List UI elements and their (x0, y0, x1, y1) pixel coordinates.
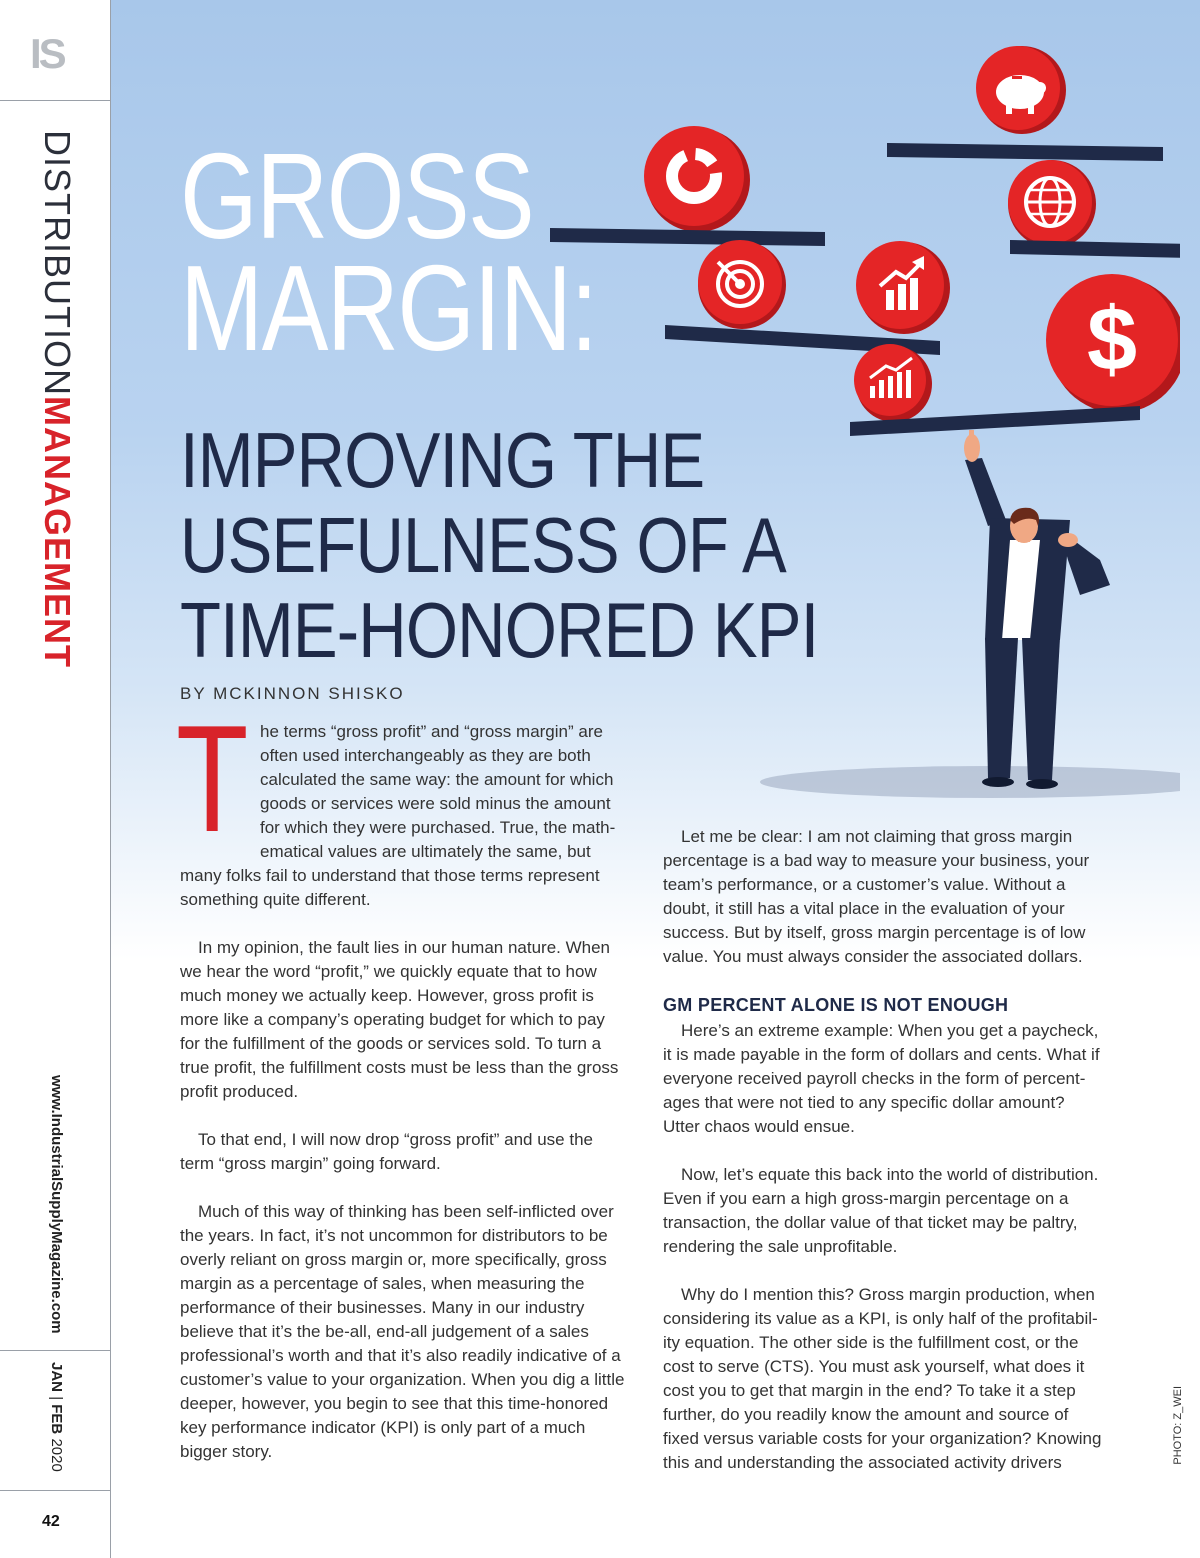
floor-shadow (760, 766, 1180, 798)
headline-line-1: GROSS (180, 128, 534, 264)
beam-right-middle (1010, 240, 1180, 258)
issue-month-1: JAN (48, 1362, 65, 1393)
headline-sub-3: TIME-HONORED KPI (180, 586, 819, 674)
dollar-symbol: $ (1086, 290, 1138, 390)
paragraph (176, 694, 625, 912)
headline-sub (180, 418, 818, 673)
website-url[interactable]: www.IndustrialSupplyMagazine.com (48, 1075, 65, 1334)
subheading: GM PERCENT ALONE IS NOT ENOUGH (663, 995, 1009, 1015)
sidebar (0, 0, 111, 1558)
headline-sub-1: IMPROVING THE (180, 416, 705, 504)
paragraph: Now, let’s equate this back into the world of distribution. Even if you earn a high gross-margin percentage on a transaction, the dollar value of that ticket may be paltry, rendering the sale unprofitable. (663, 1165, 1099, 1256)
photo-credit: PHOTO: Z_WEI (1172, 1386, 1184, 1465)
paragraph: Why do I mention this? Gross margin production, when considering its value as a KPI, is only half of the profitability equation. The other side is the fulfillment cost, or the cost to serve (CTS). You must ask yourself, what does it cost you to get that margin in the end? To take it a step further, do you readily know the amount and source of fixed versus variable costs for your organization? Knowing this and understanding the associated activity drivers (663, 1285, 1102, 1472)
headline-sub-2: USEFULNESS OF A (180, 501, 786, 589)
page-number: 42 (42, 1513, 60, 1530)
section-label-light: DISTRIBUTION (37, 130, 78, 397)
paragraph: In my opinion, the fault lies in our human nature. When we hear the word “profit,” we quickly equate that to how much money we actually keep. However, gross profit is more like a company’s operating budget for which to pay for the fulfillment of the goods or services sold. To turn a true profit, the fulfillment costs must be less than the gross profit produced. (180, 938, 619, 1101)
paragraph-text: he terms “gross profit” and “gross margin” are often used interchangeably as they are both calculated the same way: the amount for which goods or services were sold minus the amount for which they were purchased. True, the mathematical values are ultimately the same, but many folks fail to understand that those terms represent something quite different. (180, 722, 616, 909)
growth-chart-icon (856, 241, 950, 334)
magazine-logo: IS (30, 30, 64, 77)
paragraph: Here’s an extreme example: When you get a paycheck, it is made payable in the form of dollars and cents. What if everyone received payroll checks in the form of percentages that were not tied to any specific dollar amount? Utter chaos would ensue. (663, 1021, 1100, 1136)
article-column-1 (176, 694, 625, 1488)
businessman-figure (964, 430, 1110, 789)
section-label-bold: MANAGEMENT (37, 396, 78, 668)
donut-chart-icon (644, 126, 750, 232)
article-column-2 (663, 825, 1103, 1499)
headline-line-2: MARGIN: (180, 240, 597, 376)
issue-separator: | (48, 1396, 65, 1401)
headline-main (180, 128, 597, 376)
issue-year: 2020 (48, 1438, 65, 1472)
issue-date (48, 1362, 65, 1472)
target-icon (698, 240, 786, 329)
section-label (36, 130, 78, 668)
divider (0, 1350, 110, 1351)
paragraph: To that end, I will now drop “gross profit” and use the term “gross margin” going forward. (180, 1130, 593, 1173)
piggy-bank-icon (976, 46, 1066, 134)
issue-month-2: FEB (48, 1404, 65, 1435)
divider (0, 100, 110, 101)
paragraph: Let me be clear: I am not claiming that gross margin percentage is a bad way to measure your business, your team’s performance, or a customer’s value. Without a doubt, it still has a vital place in the evaluation of your success. But by itself, gross margin percentage is of low value. You must always consider the associated dollars. (663, 827, 1090, 966)
beam-top-right (887, 143, 1163, 161)
bar-chart-icon (854, 344, 932, 422)
dropcap: T (176, 694, 249, 864)
dollar-icon (1046, 274, 1180, 413)
globe-icon (1008, 160, 1096, 248)
byline: BY MCKINNON SHISKO (180, 684, 405, 703)
paragraph: Much of this way of thinking has been self-inflicted over the years. In fact, it’s not uncommon for distributors to be overly reliant on gross margin or, more specifically, gross margin as a percentage of sales, when measuring the performance of their businesses. Many in our industry believe that it’s the be-all, end-all judgement of a sales professional’s worth and that it’s also readily indicative of a customer’s value to your organization. When you dig a little deeper, however, you begin to see that this time-honored key performance indicator (KPI) is only part of a much bigger story. (180, 1202, 625, 1461)
divider (0, 1490, 110, 1491)
